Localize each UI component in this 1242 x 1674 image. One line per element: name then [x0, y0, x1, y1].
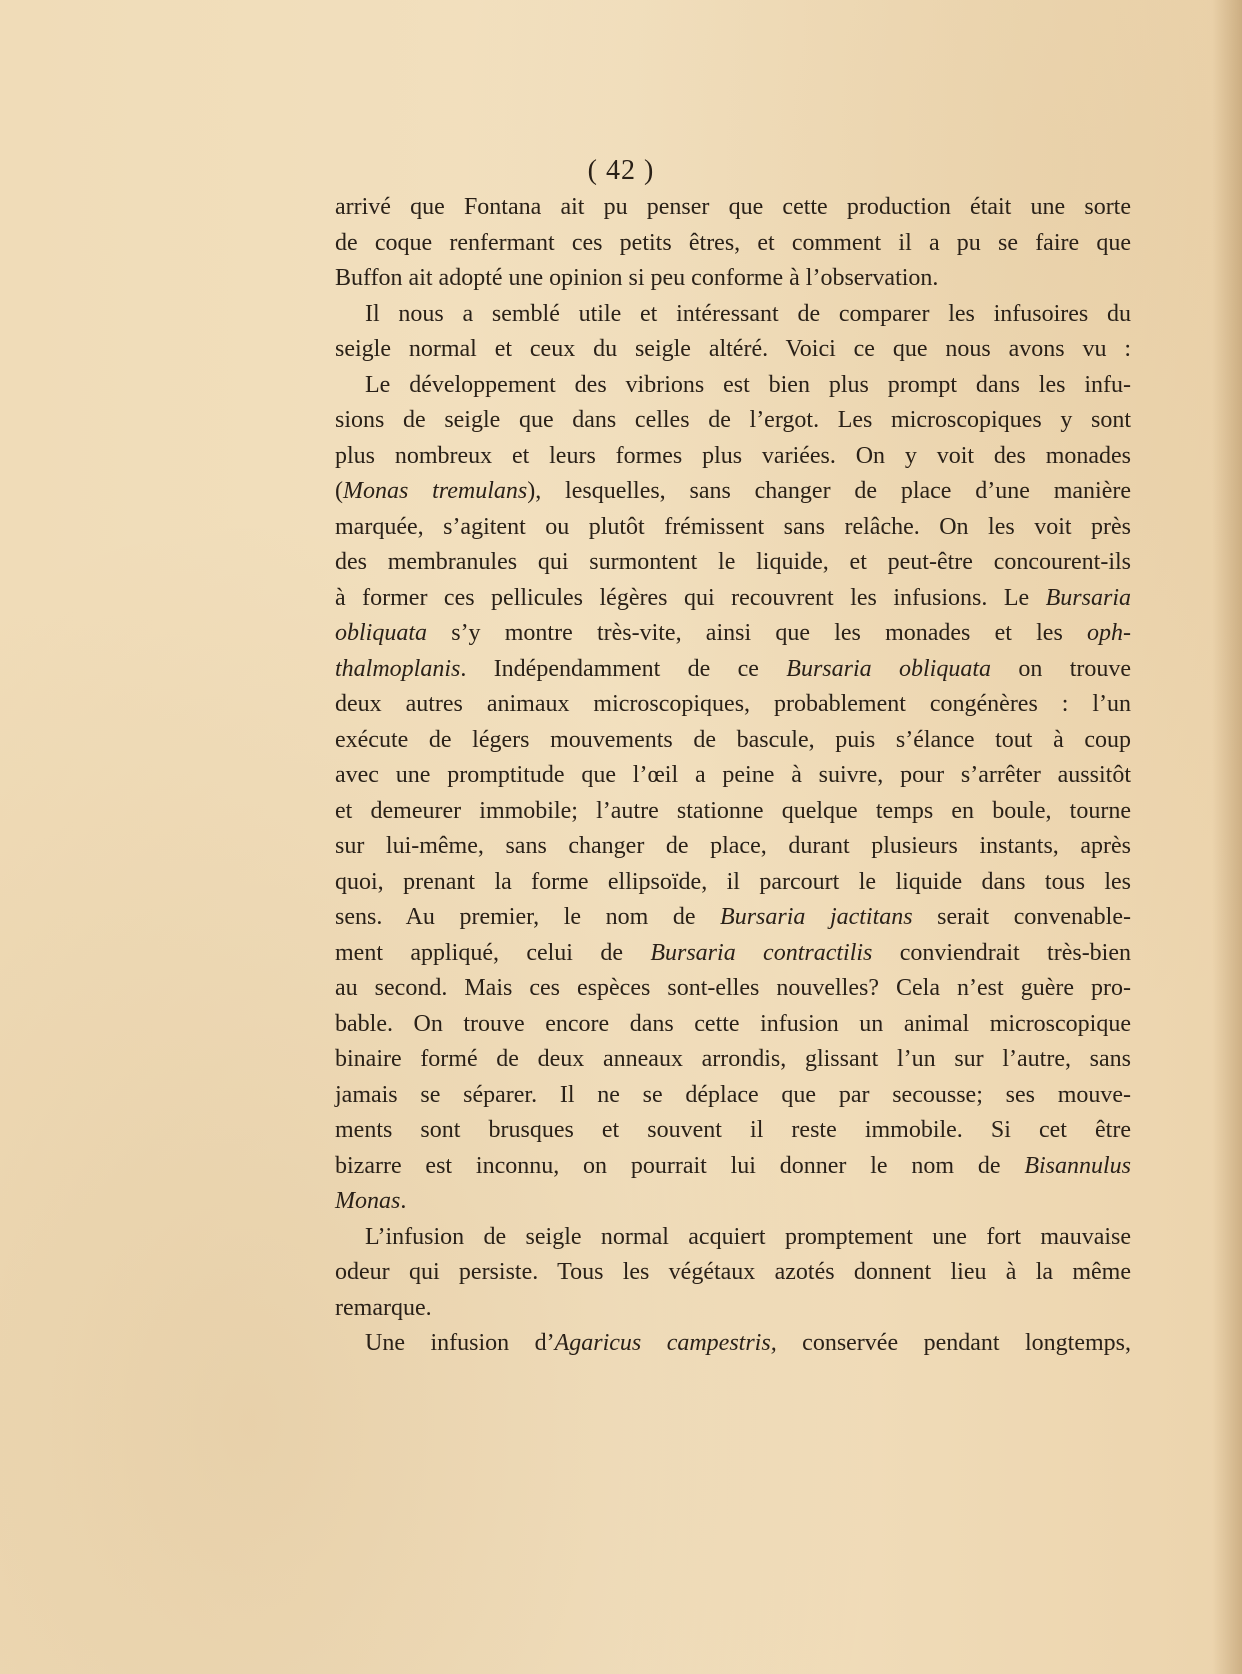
text-line: seigle normal et ceux du seigle altéré. Voici ce que nous avons vu : — [335, 336, 1131, 362]
text-line: odeur qui persiste. Tous les végétaux azotés donnent lieu à la même — [335, 1259, 1131, 1285]
text-line: Monas. — [335, 1188, 407, 1214]
page-edge-shadow — [1212, 0, 1242, 1674]
text-line: exécute de légers mouvements de bascule, puis s’élance tout à coup — [335, 726, 1131, 753]
species-name: thalmoplanis — [335, 655, 461, 682]
text-line: sur lui-même, sans changer de place, durant plusieurs instants, après — [335, 833, 1131, 859]
text-line: L’infusion de seigle normal acquiert promptement une fort mauvaise — [365, 1223, 1131, 1250]
species-name: Bursaria jactitans — [720, 904, 913, 930]
text-line: bizarre est inconnu, on pourrait lui donner le nom de Bisannulus — [335, 1152, 1131, 1179]
text-line: et demeurer immobile; l’autre stationne quelque temps en boule, tourne — [335, 797, 1131, 824]
text-line: deux autres animaux microscopiques, probablement congénères : l’un — [335, 691, 1131, 717]
text-line: sens. Au premier, le nom de Bursaria jactitans serait convenable- — [335, 904, 1131, 930]
text-line: remarque. — [335, 1294, 432, 1321]
species-name: Bisannulus — [1024, 1152, 1131, 1179]
species-name: Monas tremulans — [343, 478, 528, 504]
species-name: obliquata — [335, 620, 428, 646]
text-line: bable. On trouve encore dans cette infusion un animal microscopique — [335, 1010, 1131, 1037]
text-line: Une infusion d’Agaricus campestris, conservée pendant longtemps, — [365, 1330, 1131, 1356]
text-line: marquée, s’agitent ou plutôt frémissent sans relâche. On les voit près — [335, 513, 1131, 540]
text-line: plus nombreux et leurs formes plus variées. On y voit des monades — [335, 442, 1131, 469]
text-line: avec une promptitude que l’œil a peine à suivre, pour s’arrêter aussitôt — [335, 762, 1131, 788]
species-name: Bursaria contractilis — [650, 939, 873, 966]
text-line: ment appliqué, celui de Bursaria contractilis conviendrait très-bien — [335, 939, 1132, 966]
text-line: à former ces pellicules légères qui recouvrent les infusions. Le Bursaria — [335, 584, 1131, 611]
text-line: des membranules qui surmontent le liquide, et peut-être concourent-ils — [335, 549, 1131, 575]
text-line: Le développement des vibrions est bien plus prompt dans les infu- — [365, 371, 1131, 398]
text-line: de coque renfermant ces petits êtres, et comment il a pu se faire que — [335, 229, 1131, 256]
text-line: binaire formé de deux anneaux arrondis, glissant l’un sur l’autre, sans — [335, 1046, 1131, 1072]
text-line: thalmoplanis. Indépendamment de ce Bursaria obliquata on trouve — [335, 655, 1132, 682]
text-line: arrivé que Fontana ait pu penser que cette production était une sorte — [335, 194, 1131, 220]
text-line: au second. Mais ces espèces sont-elles nouvelles? Cela n’est guère pro- — [335, 975, 1131, 1001]
species-name: Monas — [335, 1188, 401, 1214]
page-number: ( 42 ) — [587, 155, 655, 186]
species-name: Agaricus campestris, — [554, 1330, 777, 1356]
species-name: Bursaria — [1045, 584, 1131, 611]
text-line: ments sont brusques et souvent il reste immobile. Si cet être — [335, 1117, 1131, 1143]
text-line: (Monas tremulans), lesquelles, sans changer de place d’une manière — [335, 478, 1131, 504]
text-line: Il nous a semblé utile et intéressant de comparer les infusoires du — [365, 300, 1131, 327]
text-line: sions de seigle que dans celles de l’ergot. Les microscopiques y sont — [335, 407, 1131, 433]
species-name: Bursaria obliquata — [786, 655, 991, 682]
text-line: Buffon ait adopté une opinion si peu conforme à l’observation. — [335, 265, 939, 291]
body-text — [335, 190, 1131, 1362]
species-name: oph- — [1087, 620, 1131, 646]
text-line: quoi, prenant la forme ellipsoïde, il parcourt le liquide dans tous les — [335, 868, 1131, 895]
text-line: jamais se séparer. Il ne se déplace que par secousse; ses mouve- — [335, 1081, 1131, 1108]
text-line: obliquata s’y montre très-vite, ainsi que les monades et les oph- — [335, 620, 1131, 646]
